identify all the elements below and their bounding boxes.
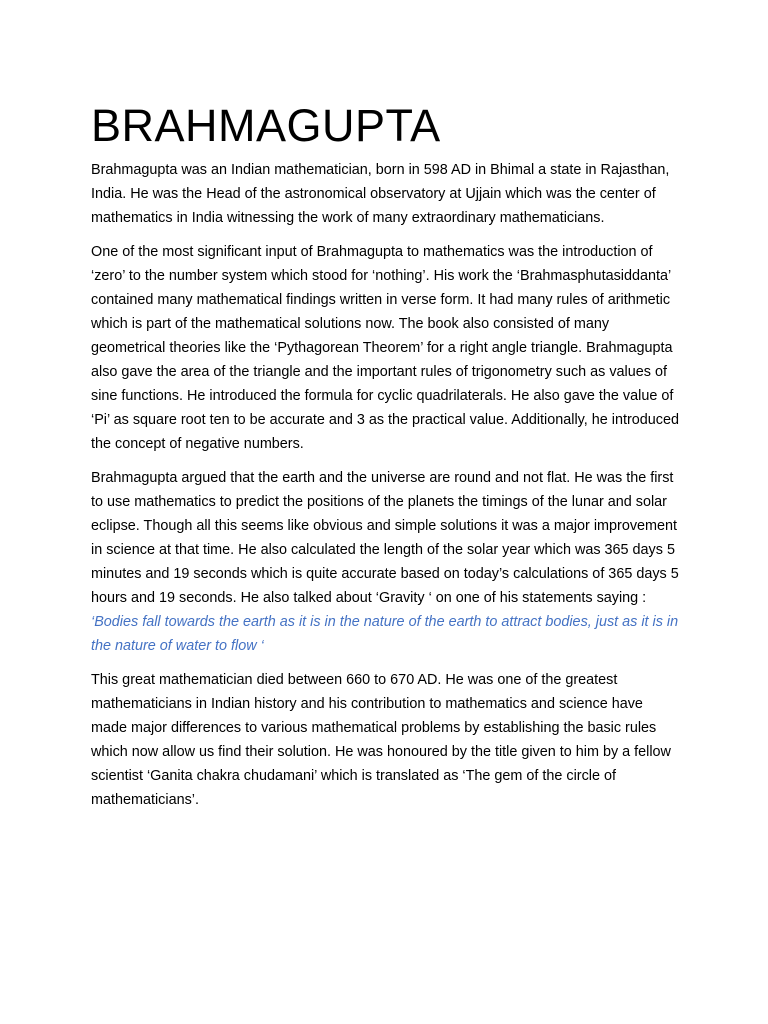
paragraph-astronomy-text: Brahmagupta argued that the earth and the universe are round and not flat. He was the first to use mathematics to predict the positions of the planets the timings of the lunar and solar eclipse. Though all this seems like obvious and simple solutions it was a major improvement in science at that time. He also calculated the length of the solar year which was 365 days 5 minutes and 19 seconds which is quite accurate based on today’s calculations of 365 days 5 hours and 19 seconds. He also talked about ‘Gravity ‘ on one of his statements saying : bbox=[91, 470, 679, 606]
paragraph-closing: This great mathematician died between 660 to 670 AD. He was one of the greatest mathematicians in Indian history and his contribution to mathematics and science have made major differences to various mathematical problems by establishing the basic rules which now allow us find their solution. He was honoured by the title given to him by a fellow scientist ‘Ganita chakra chudamani’ which is translated as ‘The gem of the circle of mathematicians’. bbox=[91, 672, 671, 808]
paragraph-astronomy bbox=[91, 466, 680, 658]
paragraph-intro: Brahmagupta was an Indian mathematician, born in 598 AD in Bhimal a state in Rajasthan, India. He was the Head of the astronomical observatory at Ujjain which was the center of mathematics in India witnessing the work of many extraordinary mathematicians. bbox=[91, 162, 670, 226]
document-title: BRAHMAGUPTA bbox=[91, 100, 441, 151]
paragraph-contributions: One of the most significant input of Brahmagupta to mathematics was the introduction of ‘zero’ to the number system which stood for ‘nothing’. His work the ‘Brahmasphutasiddanta’ contained many mathematical findings written in verse form. It had many rules of arithmetic which is part of the mathematical solutions now. The book also consisted of many geometrical theories like the ‘Pythagorean Theorem’ for a right angle triangle. Brahmagupta also gave the area of the triangle and the important rules of trigonometry such as values of sine functions. He introduced the formula for cyclic quadrilaterals. He also gave the value of ‘Pi’ as square root ten to be accurate and 3 as the practical value. Additionally, he introduced the concept of negative numbers. bbox=[91, 244, 679, 452]
gravity-quote: ‘Bodies fall towards the earth as it is in the nature of the earth to attract bodies, just as it is in the nature of water to flow ‘ bbox=[91, 614, 679, 654]
